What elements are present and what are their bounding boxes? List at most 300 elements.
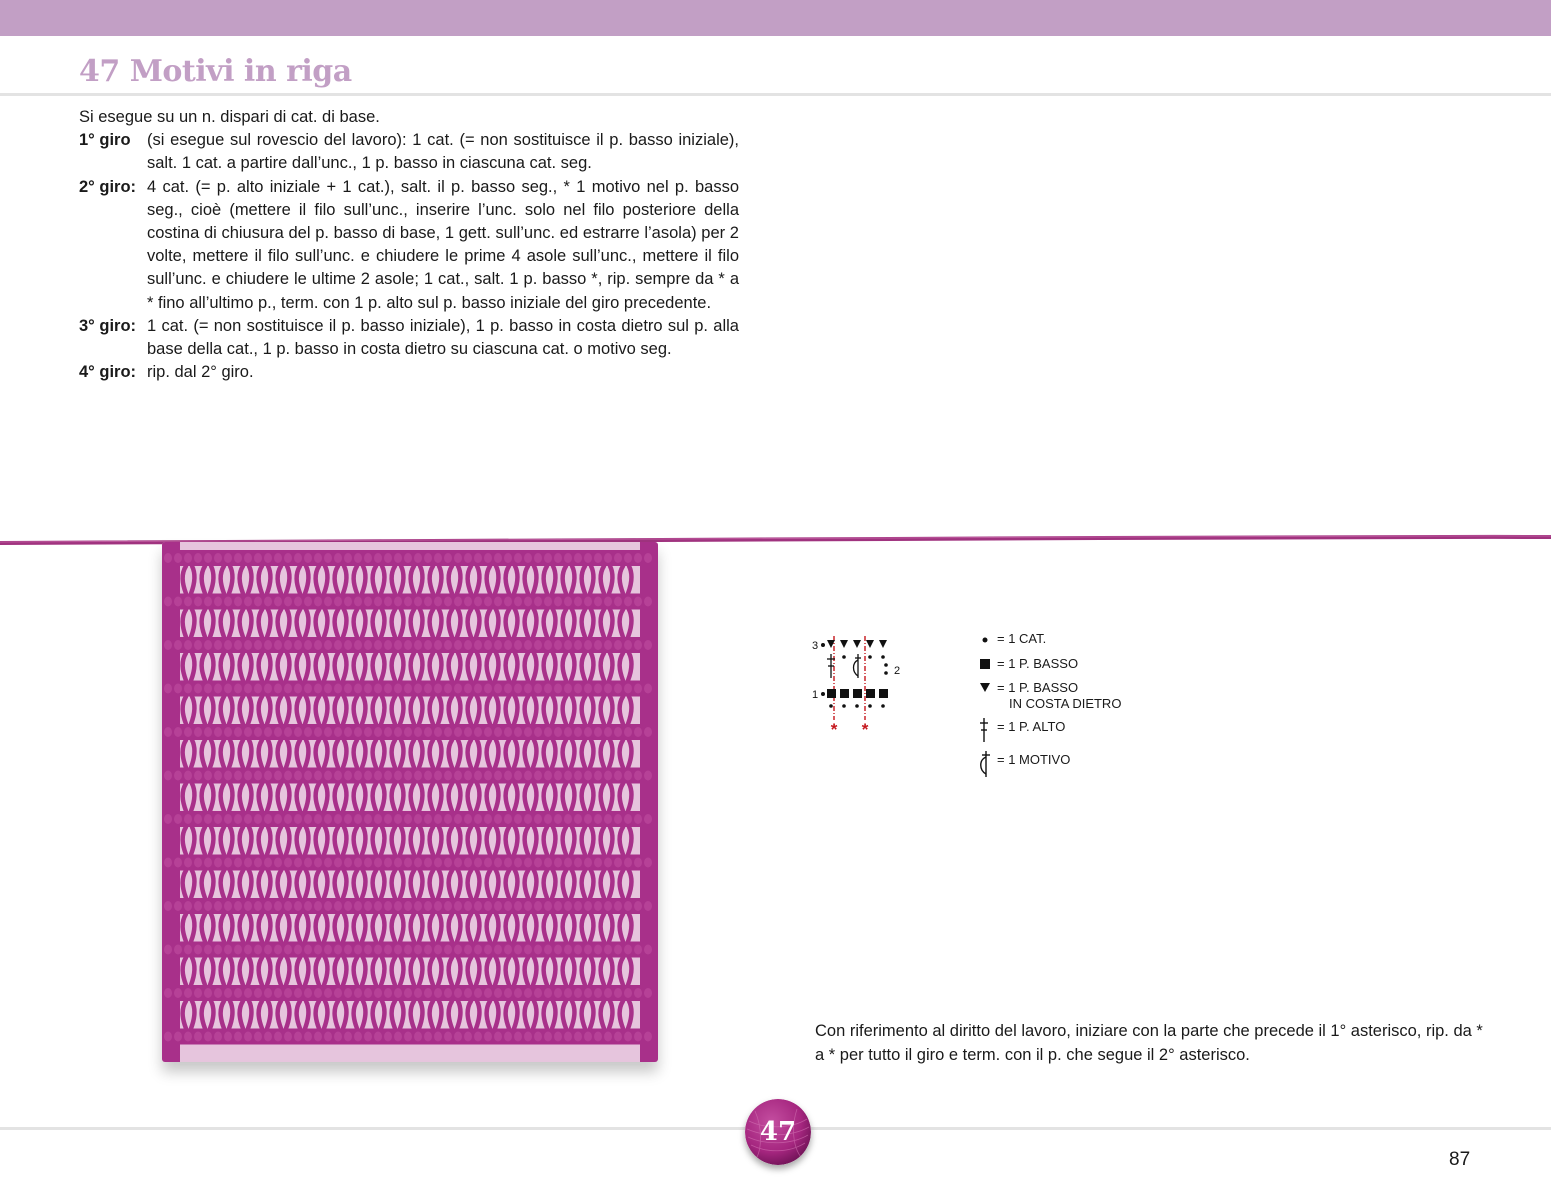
stitch-bump	[424, 640, 432, 650]
step-label: 1° giro	[79, 131, 131, 150]
stitch-bump	[424, 597, 432, 607]
stitch-bump	[224, 945, 232, 955]
stitch-bump	[604, 727, 612, 737]
stitch-bump	[374, 814, 382, 824]
stitch-bump	[604, 771, 612, 781]
stitch-bump	[184, 858, 192, 868]
stitch-bump	[264, 771, 272, 781]
stitch-bump	[554, 684, 562, 694]
stitch-bump	[494, 727, 502, 737]
stitch-bump	[284, 771, 292, 781]
stitch-bump	[594, 771, 602, 781]
step-text: 1 cat. (= non sostituisce il p. basso iniziale), 1 p. basso in costa dietro sul p. alla base della cat., 1 p. basso in costa dietro su ciascuna cat. o motivo seg.	[147, 316, 739, 359]
stitch-bump	[294, 553, 302, 563]
stitch-bump	[544, 771, 552, 781]
stitch-bump	[444, 640, 452, 650]
stitch-bump	[574, 640, 582, 650]
stitch-bump	[234, 553, 242, 563]
stitch-bump	[634, 858, 642, 868]
stitch-bump	[404, 1032, 412, 1042]
stitch-bump	[464, 814, 472, 824]
stitch-bump	[604, 988, 612, 998]
stitch-bump	[464, 988, 472, 998]
stitch-bump	[164, 597, 172, 607]
stitch-bump	[194, 858, 202, 868]
stitch-bump	[294, 1032, 302, 1042]
back-loop-sc-stitch	[866, 640, 874, 648]
stitch-bump	[584, 814, 592, 824]
stitch-bump	[594, 684, 602, 694]
stitch-bump	[324, 1032, 332, 1042]
stitch-bump	[304, 814, 312, 824]
stitch-bump	[524, 901, 532, 911]
stitch-bump	[244, 771, 252, 781]
stitch-bump	[224, 858, 232, 868]
stitch-bump	[294, 858, 302, 868]
stitch-bump	[284, 814, 292, 824]
stitch-bump	[364, 988, 372, 998]
stitch-bump	[404, 945, 412, 955]
stitch-bump	[164, 814, 172, 824]
stitch-bump	[184, 814, 192, 824]
stitch-bump	[384, 553, 392, 563]
stitch-bump	[634, 684, 642, 694]
stitch-bump	[354, 771, 362, 781]
stitch-bump	[384, 727, 392, 737]
stitch-bump	[494, 640, 502, 650]
stitch-bump	[184, 771, 192, 781]
stitch-bump	[284, 597, 292, 607]
stitch-bump	[614, 640, 622, 650]
stitch-bump	[634, 1032, 642, 1042]
stitch-bump	[324, 640, 332, 650]
stitch-bump	[194, 727, 202, 737]
stitch-bump	[374, 597, 382, 607]
stitch-bump	[214, 727, 222, 737]
stitch-bump	[334, 901, 342, 911]
legend-item-back-loop	[974, 679, 1121, 712]
stitch-bump	[494, 901, 502, 911]
stitch-bump	[214, 988, 222, 998]
stitch-bump	[224, 814, 232, 824]
stitch-bump	[634, 988, 642, 998]
stitch-bump	[234, 945, 242, 955]
stitch-bump	[614, 553, 622, 563]
stitch-bump	[184, 553, 192, 563]
stitch-bump	[514, 640, 522, 650]
stitch-bump	[524, 945, 532, 955]
legend-item-motif	[974, 751, 1070, 773]
stitch-bump	[474, 684, 482, 694]
stitch-bump	[434, 684, 442, 694]
step-text: (si esegue sul rovescio del lavoro): 1 cat. (= non sostituisce il p. basso iniziale), salt. 1 cat. a partire dall’unc., 1 p. basso in ciascuna cat. seg.	[147, 131, 739, 173]
stitch-bump	[494, 988, 502, 998]
stitch-bump	[444, 684, 452, 694]
stitch-bump	[244, 1032, 252, 1042]
stitch-bump	[614, 858, 622, 868]
stitch-bump	[254, 901, 262, 911]
step-text: 4 cat. (= p. alto iniziale + 1 cat.), salt. il p. basso seg., * 1 motivo nel p. basso seg., cioè (mettere il filo sull’unc., inserire l’unc. solo nel filo posteriore della costina di chiusura del p. basso di base, 1 gett. sull’unc. ed estrarre l’asola) per 2 volte, mettere il filo sull’unc. e chiudere le prime 4 asole sull’unc., mettere il filo sull’unc. e chiudere le ultime 2 asole; 1 cat., salt. 1 p. basso *, rip. sempre da * a * fino all’ultimo p., term. con 1 p. alto sul p. basso iniziale del giro precedente.	[147, 177, 739, 312]
stitch-bump	[394, 727, 402, 737]
stitch-bump	[324, 597, 332, 607]
stitch-bump	[484, 988, 492, 998]
chain-stitch	[884, 663, 888, 667]
stitch-bump	[404, 858, 412, 868]
stitch-bump	[624, 684, 632, 694]
stitch-bump	[364, 1032, 372, 1042]
stitch-bump	[364, 553, 372, 563]
stitch-bump	[274, 1032, 282, 1042]
stitch-bump	[404, 814, 412, 824]
stitch-bump	[334, 1032, 342, 1042]
stitch-bump	[354, 727, 362, 737]
stitch-bump	[564, 684, 572, 694]
stitch-bump	[474, 640, 482, 650]
stitch-bump	[264, 597, 272, 607]
stitch-bump	[494, 945, 502, 955]
stitch-bump	[484, 553, 492, 563]
stitch-bump	[404, 727, 412, 737]
stitch-bump	[314, 858, 322, 868]
stitch-diagram	[808, 632, 908, 737]
stitch-bump	[234, 727, 242, 737]
stitch-bump	[364, 901, 372, 911]
stitch-bump	[414, 597, 422, 607]
stitch-bump	[354, 945, 362, 955]
stitch-bump	[504, 814, 512, 824]
chain-stitch	[881, 704, 885, 708]
stitch-bump	[194, 597, 202, 607]
stitch-bump	[304, 945, 312, 955]
stitch-bump	[594, 901, 602, 911]
stitch-bump	[574, 771, 582, 781]
repeat-asterisk-2: *	[861, 720, 869, 737]
stitch-bump	[224, 1032, 232, 1042]
stitch-bump	[544, 640, 552, 650]
stitch-bump	[514, 901, 522, 911]
stitch-bump	[244, 814, 252, 824]
stitch-bump	[554, 640, 562, 650]
stitch-bump	[224, 640, 232, 650]
stitch-bump	[604, 1032, 612, 1042]
stitch-bump	[504, 684, 512, 694]
stitch-bump	[404, 988, 412, 998]
stitch-bump	[164, 988, 172, 998]
stitch-bump	[384, 814, 392, 824]
stitch-bump	[334, 945, 342, 955]
stitch-bump	[424, 1032, 432, 1042]
stitch-bump	[234, 988, 242, 998]
repeat-note: Con riferimento al diritto del lavoro, iniziare con la parte che precede il 1° asterisco, rip. da * a * per tutto il giro e term. con il p. che segue il 2° asterisco.	[815, 1022, 1483, 1064]
stitch-bump	[474, 945, 482, 955]
stitch-bump	[164, 945, 172, 955]
stitch-bump	[334, 684, 342, 694]
stitch-bump	[444, 597, 452, 607]
stitch-bump	[584, 901, 592, 911]
stitch-bump	[424, 988, 432, 998]
stitch-bump	[484, 858, 492, 868]
stitch-bump	[574, 858, 582, 868]
stitch-bump	[214, 684, 222, 694]
repeat-asterisk-1: *	[830, 720, 838, 737]
stitch-bump	[624, 945, 632, 955]
stitch-bump	[234, 814, 242, 824]
stitch-bump	[414, 858, 422, 868]
stitch-bump	[284, 553, 292, 563]
stitch-bump	[384, 901, 392, 911]
stitch-bump	[564, 858, 572, 868]
stitch-bump	[474, 553, 482, 563]
pattern-number: 47	[759, 1117, 797, 1147]
stitch-bump	[624, 858, 632, 868]
stitch-bump	[534, 945, 542, 955]
stitch-bump	[644, 1032, 652, 1042]
cluster-motif-icon	[974, 751, 996, 773]
stitch-bump	[564, 988, 572, 998]
stitch-bump	[304, 988, 312, 998]
stitch-bump	[414, 814, 422, 824]
stitch-bump	[304, 858, 312, 868]
stitch-bump	[334, 553, 342, 563]
chain-stitch	[821, 692, 825, 696]
stitch-bump	[204, 727, 212, 737]
stitch-bump	[354, 814, 362, 824]
stitch-bump	[424, 553, 432, 563]
stitch-bump	[374, 901, 382, 911]
stitch-bump	[374, 858, 382, 868]
stitch-bump	[534, 640, 542, 650]
stitch-bump	[194, 771, 202, 781]
stitch-bump	[174, 814, 182, 824]
yarn-ball-badge	[745, 1099, 811, 1165]
chain-stitch	[868, 704, 872, 708]
stitch-bump	[514, 597, 522, 607]
stitch-bump	[324, 684, 332, 694]
stitch-bump	[554, 945, 562, 955]
stitch-bump	[384, 597, 392, 607]
stitch-bump	[514, 1032, 522, 1042]
stitch-bump	[354, 684, 362, 694]
stitch-bump	[514, 945, 522, 955]
stitch-bump	[334, 727, 342, 737]
stitch-bump	[174, 945, 182, 955]
stitch-bump	[504, 553, 512, 563]
stitch-bump	[284, 988, 292, 998]
stitch-bump	[284, 727, 292, 737]
stitch-bump	[444, 945, 452, 955]
chain-dot-icon	[974, 630, 996, 652]
stitch-bump	[264, 858, 272, 868]
stitch-bump	[594, 640, 602, 650]
stitch-bump	[644, 640, 652, 650]
stitch-bump	[324, 988, 332, 998]
stitch-bump	[454, 771, 462, 781]
stitch-bump	[444, 858, 452, 868]
stitch-bump	[504, 901, 512, 911]
stitch-bump	[534, 771, 542, 781]
stitch-bump	[484, 771, 492, 781]
stitch-bump	[484, 597, 492, 607]
stitch-bump	[294, 988, 302, 998]
stitch-bump	[454, 640, 462, 650]
stitch-bump	[634, 553, 642, 563]
stitch-bump	[314, 727, 322, 737]
stitch-bump	[274, 727, 282, 737]
stitch-bump	[194, 814, 202, 824]
stitch-bump	[594, 814, 602, 824]
down-triangle-icon	[974, 679, 996, 701]
stitch-bump	[304, 1032, 312, 1042]
stitch-bump	[374, 771, 382, 781]
stitch-bump	[454, 553, 462, 563]
stitch-bump	[244, 597, 252, 607]
stitch-bump	[234, 684, 242, 694]
stitch-bump	[514, 771, 522, 781]
stitch-bump	[634, 640, 642, 650]
stitch-bump	[174, 1032, 182, 1042]
row-label-3: 3	[812, 640, 819, 652]
stitch-bump	[554, 771, 562, 781]
stitch-bump	[554, 553, 562, 563]
stitch-bump	[264, 727, 272, 737]
stitch-bump	[464, 1032, 472, 1042]
stitch-bump	[454, 858, 462, 868]
stitch-bump	[274, 901, 282, 911]
stitch-bump	[554, 727, 562, 737]
stitch-bump	[264, 684, 272, 694]
stitch-bump	[274, 858, 282, 868]
stitch-bump	[424, 814, 432, 824]
stitch-bump	[464, 901, 472, 911]
stitch-bump	[574, 684, 582, 694]
stitch-bump	[514, 727, 522, 737]
stitch-bump	[484, 945, 492, 955]
stitch-bump	[324, 771, 332, 781]
stitch-bump	[274, 597, 282, 607]
stitch-bump	[544, 945, 552, 955]
stitch-bump	[304, 901, 312, 911]
legend-text: = 1 CAT.	[997, 631, 1047, 646]
stitch-bump	[404, 597, 412, 607]
stitch-bump	[344, 858, 352, 868]
stitch-bump	[484, 727, 492, 737]
stitch-bump	[304, 640, 312, 650]
stitch-bump	[374, 727, 382, 737]
stitch-bump	[434, 945, 442, 955]
stitch-bump	[424, 727, 432, 737]
stitch-bump	[594, 858, 602, 868]
swatch-edge-right	[640, 542, 658, 1062]
stitch-bump	[244, 945, 252, 955]
chain-stitch	[821, 643, 825, 647]
stitch-bump	[634, 814, 642, 824]
stitch-bump	[164, 901, 172, 911]
stitch-bump	[354, 988, 362, 998]
single-crochet-stitch	[827, 689, 836, 698]
stitch-bump	[514, 814, 522, 824]
stitch-bump	[184, 988, 192, 998]
stitch-bump	[344, 901, 352, 911]
stitch-bump	[364, 858, 372, 868]
legend-text: = 1 P. BASSO	[997, 656, 1079, 671]
stitch-bump	[204, 901, 212, 911]
stitch-bump	[274, 640, 282, 650]
legend-item-chain	[974, 630, 1046, 652]
stitch-bump	[584, 1032, 592, 1042]
stitch-bump	[574, 553, 582, 563]
stitch-bump	[244, 858, 252, 868]
stitch-bump	[584, 727, 592, 737]
legend-text: = 1 P. ALTO	[997, 719, 1066, 734]
stitch-bump	[404, 553, 412, 563]
stitch-bump	[204, 988, 212, 998]
stitch-bump	[394, 553, 402, 563]
stitch-bump	[554, 988, 562, 998]
stitch-bump	[264, 640, 272, 650]
stitch-bump	[204, 597, 212, 607]
stitch-bump	[284, 945, 292, 955]
legend-text-main: = 1 P. BASSO	[997, 680, 1079, 695]
step-row-2	[79, 176, 739, 315]
stitch-bump	[374, 988, 382, 998]
stitch-bump	[264, 945, 272, 955]
stitch-bump	[424, 684, 432, 694]
stitch-bump	[524, 858, 532, 868]
stitch-bump	[574, 901, 582, 911]
stitch-bump	[374, 640, 382, 650]
stitch-bump	[314, 988, 322, 998]
stitch-bump	[364, 597, 372, 607]
stitch-bump	[264, 814, 272, 824]
stitch-bump	[184, 597, 192, 607]
stitch-bump	[324, 858, 332, 868]
stitch-bump	[544, 1032, 552, 1042]
stitch-bump	[404, 771, 412, 781]
stitch-bump	[354, 553, 362, 563]
stitch-bump	[494, 684, 502, 694]
title-divider	[0, 93, 1551, 96]
chain-stitch	[855, 704, 859, 708]
stitch-bump	[354, 858, 362, 868]
stitch-bump	[634, 727, 642, 737]
stitch-bump	[224, 553, 232, 563]
stitch-bump	[324, 814, 332, 824]
stitch-bump	[414, 1032, 422, 1042]
stitch-bump	[454, 945, 462, 955]
chain-stitch	[868, 655, 872, 659]
stitch-bump	[174, 684, 182, 694]
stitch-bump	[244, 684, 252, 694]
step-text: rip. dal 2° giro.	[147, 363, 254, 382]
stitch-bump	[634, 945, 642, 955]
stitch-bump	[434, 597, 442, 607]
stitch-bump	[604, 640, 612, 650]
stitch-bump	[584, 945, 592, 955]
stitch-bump	[614, 988, 622, 998]
stitch-bump	[164, 684, 172, 694]
stitch-bump	[234, 858, 242, 868]
stitch-bump	[254, 640, 262, 650]
stitch-bump	[524, 684, 532, 694]
stitch-bump	[424, 945, 432, 955]
stitch-bump	[594, 727, 602, 737]
stitch-bump	[284, 684, 292, 694]
stitch-bump	[624, 771, 632, 781]
stitch-bump	[644, 814, 652, 824]
stitch-bump	[464, 858, 472, 868]
step-label: 3° giro:	[79, 316, 137, 335]
stitch-bump	[564, 640, 572, 650]
